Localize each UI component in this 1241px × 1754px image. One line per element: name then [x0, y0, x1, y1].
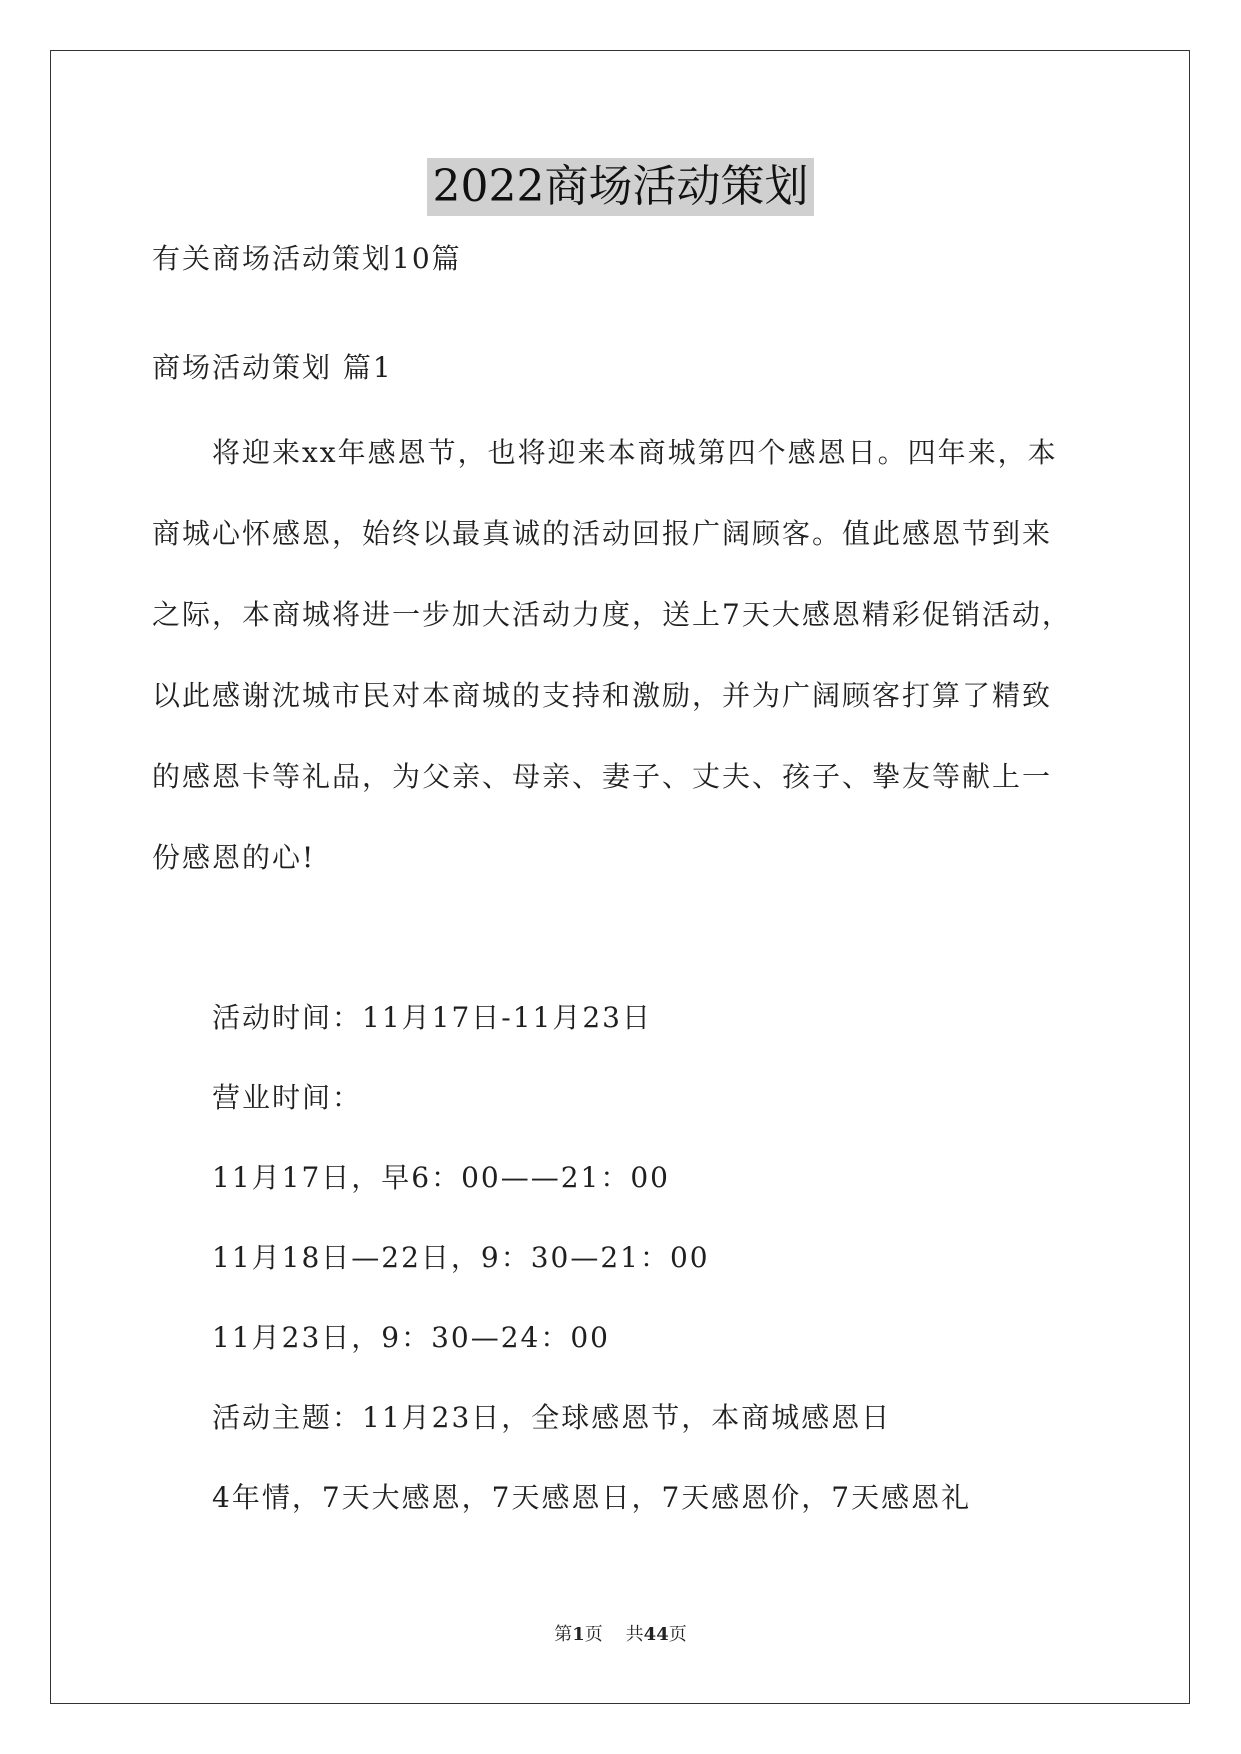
document-subtitle: 有关商场活动策划10篇	[152, 242, 462, 275]
activity-time: 活动时间：11月17日-11月23日	[212, 1001, 652, 1034]
intro-paragraph	[152, 412, 1092, 898]
paragraph-line: 之际，本商城将进一步加大活动力度，送上7天大感恩精彩促销活动，	[152, 598, 1072, 631]
document-title: 2022商场活动策划	[427, 158, 815, 216]
hours-nov-17: 11月17日，早6：00——21：00	[212, 1161, 670, 1194]
section-heading: 商场活动策划 篇1	[152, 351, 393, 384]
page-footer	[0, 1623, 1241, 1647]
current-page-number: 1	[572, 1624, 585, 1645]
paragraph-line: 将迎来xx年感恩节，也将迎来本商城第四个感恩日。四年来，本	[212, 436, 1058, 469]
activity-slogan: 4年情，7天大感恩，7天感恩日，7天感恩价，7天感恩礼	[212, 1481, 972, 1514]
paragraph-line: 的感恩卡等礼品，为父亲、母亲、妻子、丈夫、孩子、挚友等献上一	[152, 760, 1053, 793]
paragraph-line: 以此感谢沈城市民对本商城的支持和激励，并为广阔顾客打算了精致	[152, 679, 1053, 712]
total-prefix: 共	[625, 1624, 644, 1645]
page-suffix: 页	[584, 1624, 603, 1645]
total-suffix: 页	[668, 1624, 687, 1645]
hours-nov-18-22: 11月18日—22日，9：30—21：00	[212, 1241, 710, 1274]
paragraph-line: 商城心怀感恩，始终以最真诚的活动回报广阔顾客。值此感恩节到来	[152, 517, 1053, 550]
page-prefix: 第	[554, 1624, 573, 1645]
title-container	[0, 158, 1241, 216]
business-hours-label: 营业时间：	[212, 1081, 363, 1114]
paragraph-line: 份感恩的心!	[152, 841, 316, 874]
hours-nov-23: 11月23日，9：30—24：00	[212, 1321, 610, 1354]
activity-theme: 活动主题：11月23日，全球感恩节，本商城感恩日	[212, 1401, 892, 1434]
total-pages-number: 44	[643, 1624, 669, 1645]
